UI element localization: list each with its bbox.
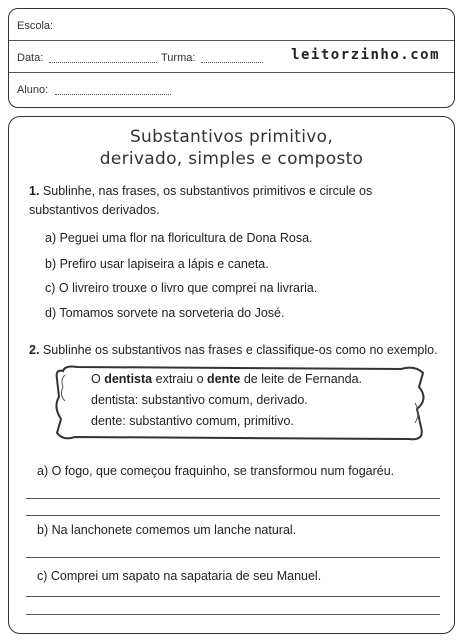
q1-item-b: b) Prefiro usar lapiseira a lápis e caneta. xyxy=(45,257,269,271)
q2-text xyxy=(29,343,438,357)
q1-number: 1. xyxy=(29,184,40,198)
q2-item-b: b) Na lanchonete comemos um lanche natural. xyxy=(37,523,297,537)
example-word-dente: dente xyxy=(207,372,241,386)
example-line3: dente: substantivo comum, primitivo. xyxy=(91,414,294,428)
q2-instruction: Sublinhe os substantivos nas frases e classifique-os como no exemplo. xyxy=(42,343,438,357)
q1-item-d: d) Tomamos sorvete na sorveteria do José. xyxy=(45,306,285,320)
worksheet-title-line2: derivado, simples e composto xyxy=(99,149,364,169)
answer-line[interactable] xyxy=(26,557,440,558)
worksheet-title-line1: Substantivos primitivo, xyxy=(129,127,334,147)
answer-line[interactable] xyxy=(26,515,440,516)
student-row xyxy=(9,73,454,105)
q1-text-line1 xyxy=(29,184,372,198)
q1-item-c: c) O livreiro trouxe o livro que comprei na livraria. xyxy=(45,281,318,295)
q1-instruction: Sublinhe, nas frases, os substantivos primitivos e circule os xyxy=(42,184,373,198)
example-p2: extraiu o xyxy=(152,372,208,386)
date-field[interactable] xyxy=(49,50,157,63)
date-label: Data: xyxy=(17,52,44,64)
example-word-dentista: dentista xyxy=(104,372,153,386)
example-scroll xyxy=(49,363,433,443)
answer-line[interactable] xyxy=(26,596,440,597)
example-line2: dentista: substantivo comum, derivado. xyxy=(91,393,308,407)
student-label: Aluno: xyxy=(17,84,49,96)
school-label: Escola: xyxy=(17,20,54,32)
answer-line[interactable] xyxy=(26,498,440,499)
student-info-header xyxy=(8,8,455,108)
q2-item-c: c) Comprei um sapato na sapataria de seu Manuel. xyxy=(37,569,322,583)
example-sentence xyxy=(91,372,362,386)
q1-text-line2: substantivos derivados. xyxy=(29,203,160,217)
q2-number: 2. xyxy=(29,343,40,357)
answer-line[interactable] xyxy=(26,614,440,615)
q1-item-a: a) Peguei uma flor na floricultura de Dona Rosa. xyxy=(45,231,313,245)
class-field[interactable] xyxy=(201,50,263,63)
class-label: Turma: xyxy=(161,52,196,64)
date-class-row xyxy=(9,41,454,73)
q2-item-a: a) O fogo, que começou fraquinho, se transformou num fogaréu. xyxy=(37,464,395,478)
example-p3: de leite de Fernanda. xyxy=(240,372,362,386)
example-p1: O xyxy=(91,372,105,386)
worksheet-box xyxy=(8,116,455,634)
student-field[interactable] xyxy=(55,82,171,95)
school-row xyxy=(9,9,454,41)
brand-logo: leitorzinho.com xyxy=(291,47,440,63)
